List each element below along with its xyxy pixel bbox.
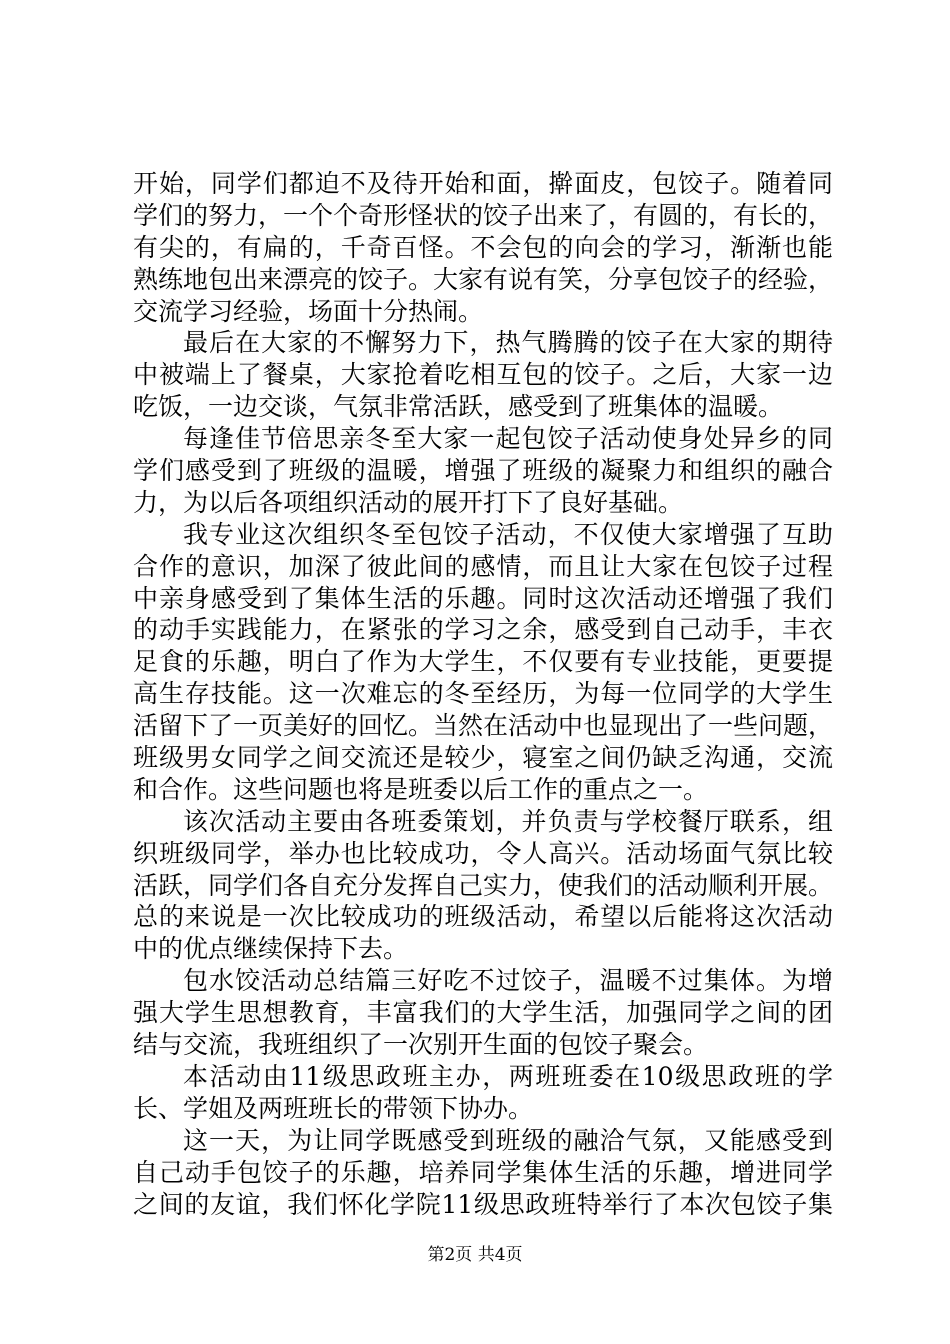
text-line: 足食的乐趣，明白了作为大学生，不仅要有专业技能，更要提 (133, 647, 833, 677)
paragraph (133, 1125, 833, 1221)
text-line: 自己动手包饺子的乐趣，培养同学集体生活的乐趣，增进同学 (133, 1157, 833, 1187)
text-line: 长、学姐及两班班长的带领下协办。 (133, 1093, 534, 1123)
paragraph (133, 327, 833, 423)
paragraph (133, 519, 833, 806)
text-line: 中的优点继续保持下去。 (133, 934, 409, 964)
text-line: 最后在大家的不懈努力下，热气腾腾的饺子在大家的期待 (183, 328, 833, 358)
text-line: 学们感受到了班级的温暖，增强了班级的凝聚力和组织的融合 (133, 456, 833, 486)
text-line: 强大学生思想教育，丰富我们的大学生活，加强同学之间的团 (133, 998, 833, 1028)
text-line: 开始，同学们都迫不及待开始和面，擀面皮，包饺子。随着同 (133, 169, 833, 198)
paragraph (133, 806, 833, 965)
body-text (133, 168, 833, 1220)
text-line: 吃饭，一边交谈，气氛非常活跃，感受到了班集体的温暖。 (133, 392, 784, 422)
text-line: 活留下了一页美好的回忆。当然在活动中也显现出了一些问题， (133, 711, 833, 741)
text-line: 织班级同学，举办也比较成功，令人高兴。活动场面气氛比较 (133, 838, 833, 868)
text-line: 这一天，为让同学既感受到班级的融洽气氛，又能感受到 (183, 1125, 833, 1155)
text-line: 总的来说是一次比较成功的班级活动，希望以后能将这次活动 (133, 902, 833, 932)
text-line: 该次活动主要由各班委策划，并负责与学校餐厅联系，组 (183, 806, 833, 836)
text-line: 活跃，同学们各自充分发挥自己实力，使我们的活动顺利开展。 (133, 870, 833, 900)
text-line: 的动手实践能力，在紧张的学习之余，感受到自己动手，丰衣 (133, 615, 833, 645)
text-line: 包水饺活动总结篇三好吃不过饺子，温暖不过集体。为增 (183, 966, 833, 996)
paragraph (133, 423, 833, 519)
text-line: 熟练地包出来漂亮的饺子。大家有说有笑，分享包饺子的经验， (133, 264, 833, 294)
text-line: 我专业这次组织冬至包饺子活动，不仅使大家增强了互助 (183, 519, 833, 549)
text-line: 有尖的，有扁的，千奇百怪。不会包的向会的学习，渐渐也能 (133, 232, 833, 262)
text-line: 合作的意识，加深了彼此间的感情，而且让大家在包饺子过程 (133, 551, 833, 581)
text-line: 交流学习经验，场面十分热闹。 (133, 296, 484, 326)
text-line: 中亲身感受到了集体生活的乐趣。同时这次活动还增强了我们 (133, 583, 833, 613)
text-line: 每逢佳节倍思亲冬至大家一起包饺子活动使身处异乡的同 (183, 424, 833, 454)
text-line: 中被端上了餐桌，大家抢着吃相互包的饺子。之后，大家一边 (133, 360, 833, 390)
paragraph (133, 168, 833, 327)
text-line: 学们的努力，一个个奇形怪状的饺子出来了，有圆的，有长的， (133, 200, 833, 230)
text-line: 和合作。这些问题也将是班委以后工作的重点之一。 (133, 774, 709, 804)
text-line: 高生存技能。这一次难忘的冬至经历，为每一位同学的大学生 (133, 679, 833, 709)
text-line: 之间的友谊，我们怀化学院11级思政班特举行了本次包饺子集 (133, 1189, 833, 1219)
paragraph (133, 965, 833, 1061)
page-footer: 第2页 共4页 (427, 1245, 523, 1265)
text-line: 结与交流，我班组织了一次别开生面的包饺子聚会。 (133, 1030, 709, 1060)
text-line: 本活动由11级思政班主办，两班班委在10级思政班的学 (183, 1061, 833, 1091)
paragraph (133, 1061, 833, 1125)
text-line: 班级男女同学之间交流还是较少，寝室之间仍缺乏沟通，交流 (133, 743, 833, 773)
text-line: 力，为以后各项组织活动的展开打下了良好基础。 (133, 487, 684, 517)
